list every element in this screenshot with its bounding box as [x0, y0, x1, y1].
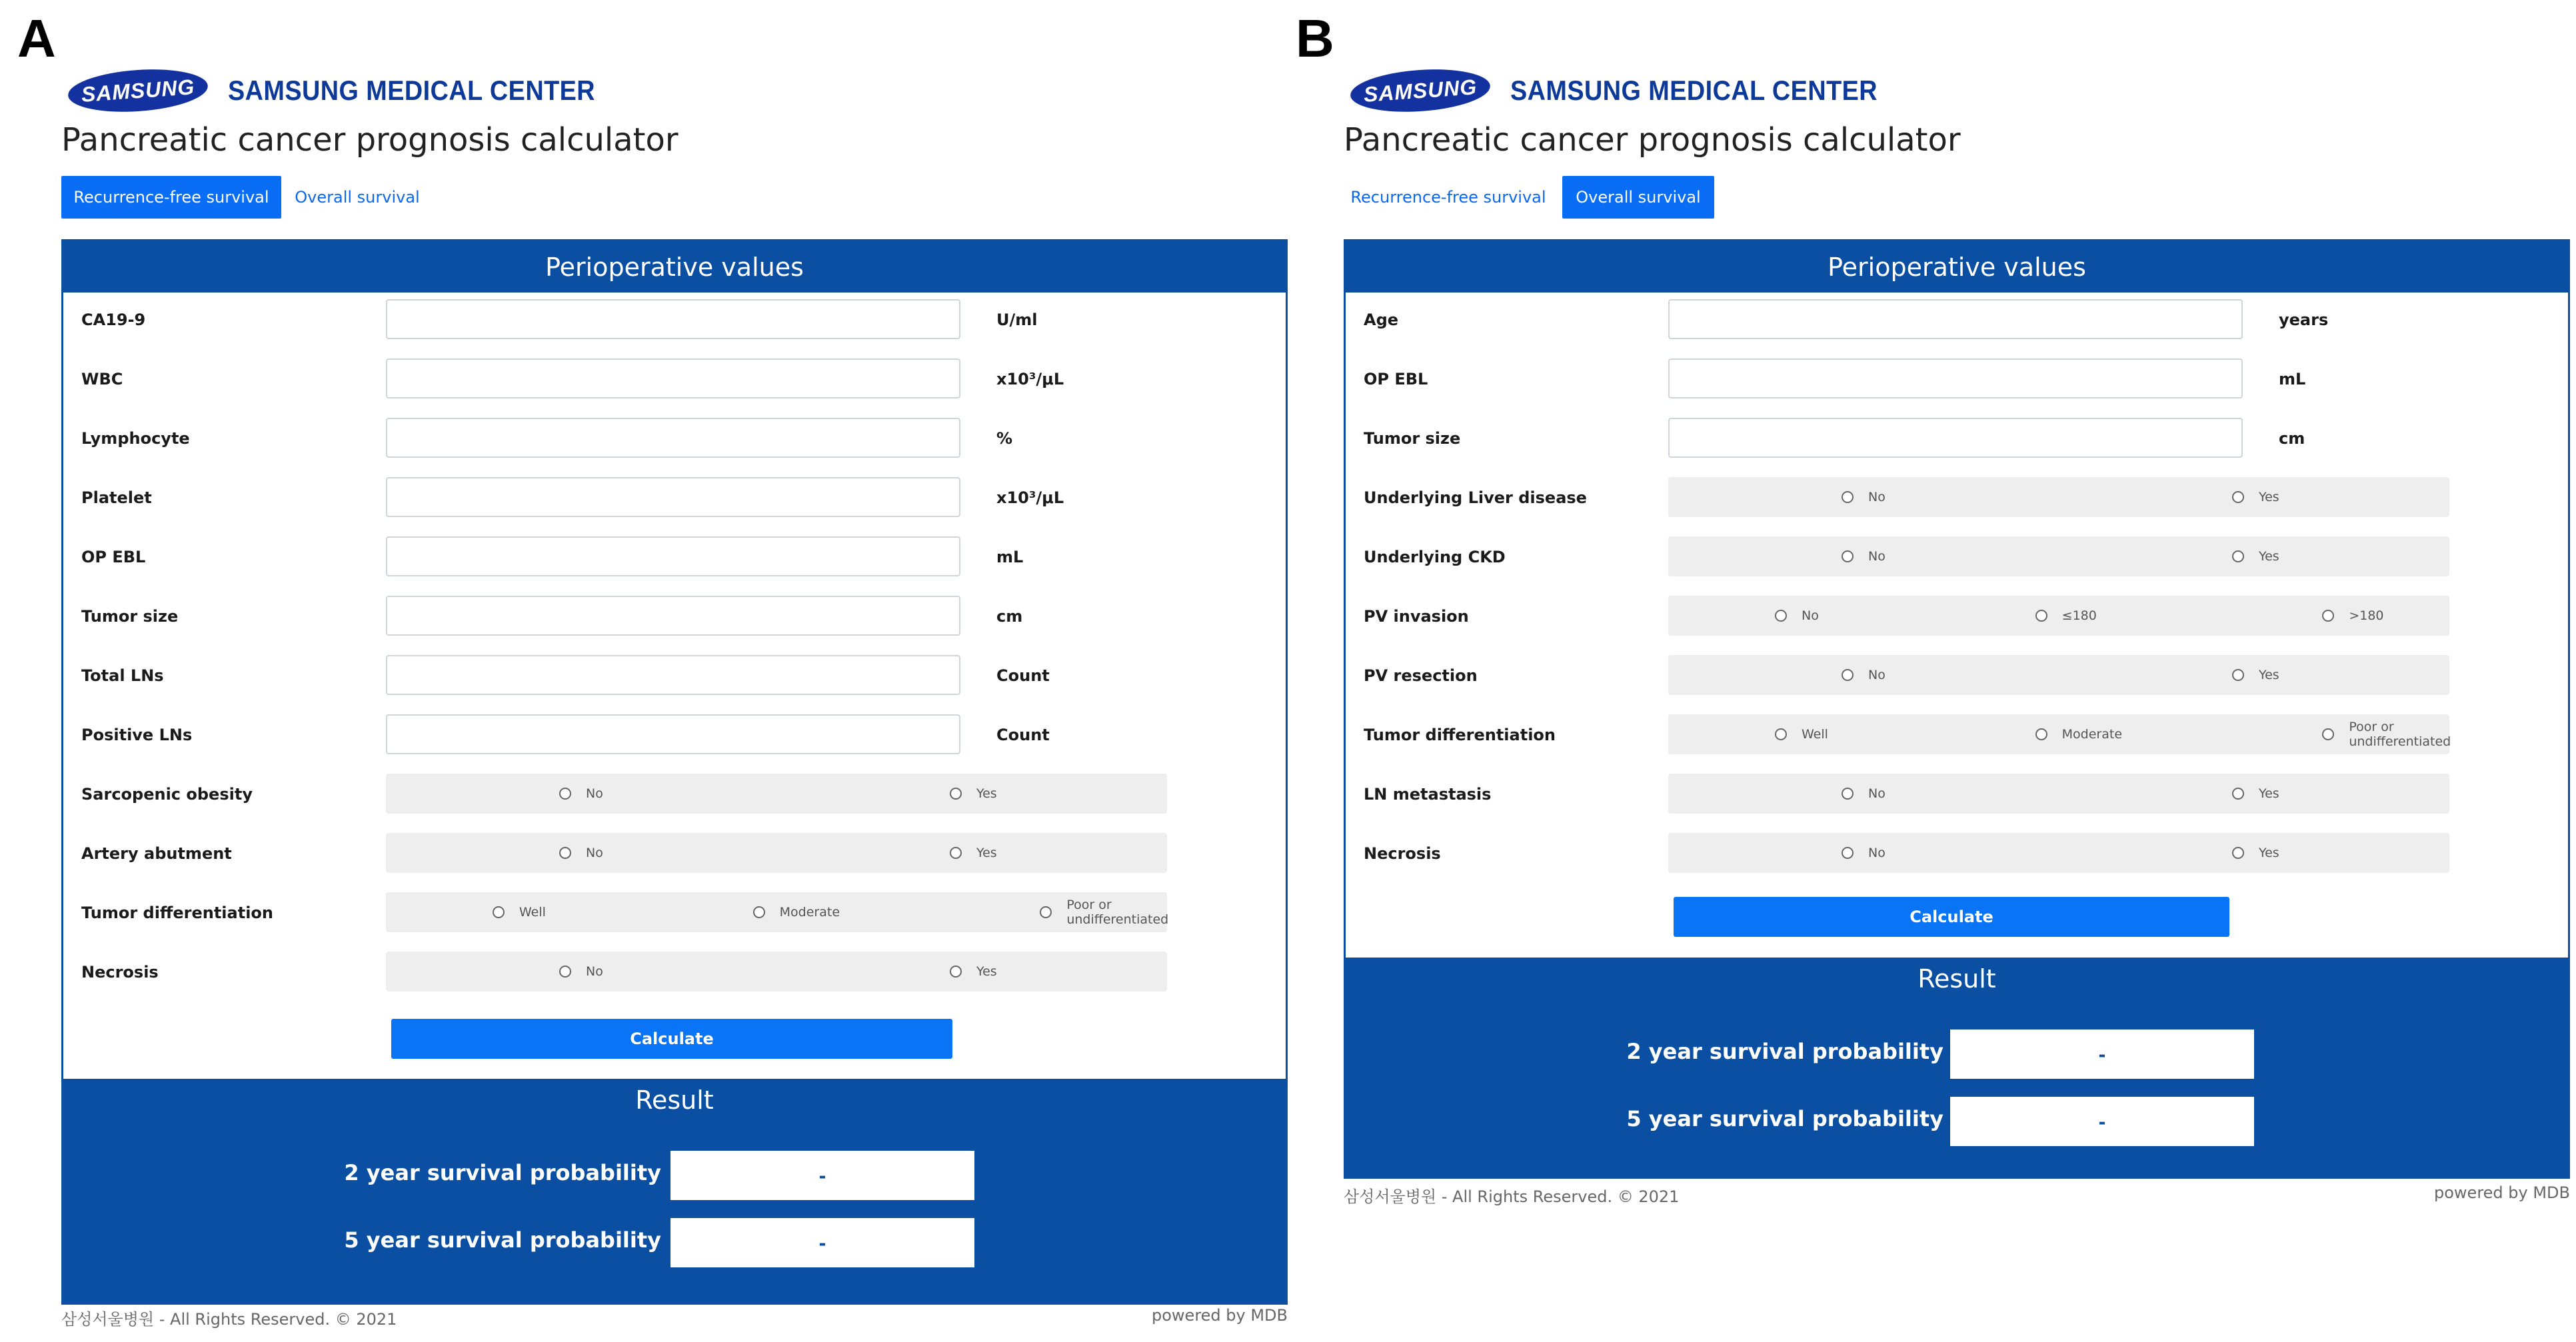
radio-option-label: Poor or undifferentiated	[1066, 898, 1169, 927]
header	[1344, 0, 2570, 220]
radio-option-yes[interactable]	[950, 952, 997, 992]
field-unit: Count	[996, 726, 1050, 744]
radio-circle-icon[interactable]	[559, 847, 571, 859]
radio-circle-icon[interactable]	[1842, 491, 1854, 503]
radio-circle-icon[interactable]	[2232, 491, 2244, 503]
radio-circle-icon[interactable]	[753, 906, 765, 918]
radio-option-label: Yes	[976, 786, 997, 801]
field-row-tumor-differentiation	[1346, 713, 2568, 757]
radio-option-label: No	[586, 846, 603, 860]
field-unit: U/ml	[996, 311, 1038, 329]
radio-circle-icon[interactable]	[559, 966, 571, 978]
radio-circle-icon[interactable]	[2322, 728, 2334, 740]
footer-copyright: 삼성서울병원 - All Rights Reserved. © 2021	[61, 1310, 397, 1329]
tab-overall-survival[interactable]: Overall survival	[295, 188, 420, 207]
radio-circle-icon[interactable]	[2232, 550, 2244, 562]
radio-option-no[interactable]	[559, 952, 603, 992]
radio-option-poor-or-undifferentiated[interactable]	[2322, 714, 2451, 754]
radio-option-no[interactable]	[1842, 477, 1886, 517]
radio-option-label: Moderate	[2061, 727, 2123, 742]
radio-option-label: Yes	[2259, 846, 2279, 860]
page-title: Pancreatic cancer prognosis calculator	[61, 121, 678, 159]
radio-circle-icon[interactable]	[1842, 788, 1854, 800]
tab-recurrence-free-survival[interactable]: Recurrence-free survival	[61, 176, 281, 219]
radio-option-yes[interactable]	[2232, 655, 2279, 695]
tumor-size-input[interactable]	[386, 596, 960, 636]
field-label: Total LNs	[81, 666, 164, 685]
header	[61, 0, 1288, 220]
radio-circle-icon[interactable]	[1842, 550, 1854, 562]
radio-circle-icon[interactable]	[1775, 610, 1787, 622]
radio-option-label: Yes	[2259, 668, 2279, 682]
result-5-year-label: 5 year survival probability	[1626, 1106, 1943, 1131]
card-title: Perioperative values	[1346, 241, 2568, 293]
lymphocyte-input[interactable]	[386, 418, 960, 458]
field-unit: years	[2279, 311, 2329, 329]
field-row-positive-lns	[63, 713, 1286, 757]
perioperative-card	[1344, 239, 2570, 962]
field-label: PV resection	[1364, 666, 1478, 685]
radio-circle-icon[interactable]	[559, 788, 571, 800]
field-unit: mL	[2279, 370, 2306, 388]
field-unit: x10³/μL	[996, 488, 1064, 507]
field-label: Sarcopenic obesity	[81, 785, 253, 804]
result-section	[1344, 958, 2570, 1179]
radio-option-yes[interactable]	[2232, 536, 2279, 576]
result-title: Result	[1918, 964, 1996, 994]
result-5-year-value: -	[1950, 1097, 2254, 1146]
radio-option-moderate[interactable]	[753, 892, 840, 932]
result-5-year-value: -	[670, 1218, 974, 1267]
necrosis-radio-group	[386, 952, 1167, 992]
field-row-age	[1346, 298, 2568, 342]
radio-option-label: No	[1868, 786, 1886, 801]
radio-circle-icon[interactable]	[2035, 728, 2047, 740]
org-name: SAMSUNG MEDICAL CENTER	[1510, 75, 1878, 106]
radio-option-no[interactable]	[1842, 774, 1886, 814]
radio-circle-icon[interactable]	[2232, 788, 2244, 800]
tab-overall-survival[interactable]: Overall survival	[1562, 176, 1714, 219]
field-label: Necrosis	[1364, 844, 1441, 863]
calculate-button[interactable]: Calculate	[1674, 897, 2229, 937]
result-2-year-value: -	[670, 1151, 974, 1200]
platelet-input[interactable]	[386, 477, 960, 517]
field-unit: x10³/μL	[996, 370, 1064, 388]
field-label: Necrosis	[81, 963, 159, 982]
field-row-underlying-liver-disease	[1346, 476, 2568, 520]
radio-circle-icon[interactable]	[493, 906, 505, 918]
field-row-tumor-size	[1346, 416, 2568, 460]
underlying-liver-disease-radio-group	[1668, 477, 2449, 517]
field-label: CA19-9	[81, 311, 146, 329]
field-label: LN metastasis	[1364, 785, 1492, 804]
field-label: Platelet	[81, 488, 152, 507]
page-title: Pancreatic cancer prognosis calculator	[1344, 121, 1961, 159]
footer-powered-by[interactable]: powered by MDB	[2434, 1183, 2570, 1202]
radio-option-no[interactable]	[1842, 655, 1886, 695]
field-unit: mL	[996, 548, 1024, 566]
footer-powered-by[interactable]: powered by MDB	[1152, 1306, 1288, 1325]
radio-option-180[interactable]	[2322, 596, 2383, 636]
result-2-year-label: 2 year survival probability	[344, 1160, 661, 1185]
field-unit: Count	[996, 666, 1050, 685]
field-row-platelet	[63, 476, 1286, 520]
result-5-year-label: 5 year survival probability	[344, 1227, 661, 1253]
field-row-ca19-9	[63, 298, 1286, 342]
samsung-logo	[1349, 65, 1492, 116]
radio-option-label: No	[1868, 846, 1886, 860]
radio-circle-icon[interactable]	[1040, 906, 1052, 918]
radio-option-label: Well	[1802, 727, 1828, 742]
field-label: PV invasion	[1364, 607, 1469, 626]
field-row-artery-abutment	[63, 832, 1286, 876]
logo-text: SAMSUNG	[1362, 74, 1478, 107]
radio-option-label: Yes	[976, 846, 997, 860]
radio-option-label: No	[586, 786, 603, 801]
field-label: Tumor differentiation	[81, 904, 273, 922]
field-label: Underlying Liver disease	[1364, 488, 1587, 507]
age-input[interactable]	[1668, 299, 2243, 339]
radio-circle-icon[interactable]	[1842, 847, 1854, 859]
field-label: Artery abutment	[81, 844, 232, 863]
field-row-tumor-size	[63, 594, 1286, 638]
radio-circle-icon[interactable]	[1842, 669, 1854, 681]
field-unit: cm	[2279, 429, 2305, 448]
pv-invasion-radio-group	[1668, 596, 2449, 636]
logo-text: SAMSUNG	[80, 74, 196, 107]
radio-option-yes[interactable]	[2232, 833, 2279, 873]
radio-option-well[interactable]	[1775, 714, 1828, 754]
radio-option-well[interactable]	[493, 892, 546, 932]
panel-label-a: A	[17, 9, 56, 68]
field-unit: cm	[996, 607, 1023, 626]
radio-option-label: Well	[519, 905, 546, 920]
radio-circle-icon[interactable]	[1775, 728, 1787, 740]
ln-metastasis-radio-group	[1668, 774, 2449, 814]
field-row-op-ebl	[1346, 357, 2568, 401]
radio-circle-icon[interactable]	[2232, 847, 2244, 859]
radio-option-label: No	[1868, 549, 1886, 564]
footer-copyright: 삼성서울병원 - All Rights Reserved. © 2021	[1344, 1187, 1680, 1206]
result-2-year-value: -	[1950, 1029, 2254, 1079]
tab-recurrence-free-survival[interactable]: Recurrence-free survival	[1350, 188, 1546, 207]
radio-option-label: Poor or undifferentiated	[2349, 720, 2451, 749]
field-label: Age	[1364, 311, 1399, 329]
radio-option-yes[interactable]	[950, 774, 997, 814]
field-label: Underlying CKD	[1364, 548, 1506, 566]
radio-option-no[interactable]	[1842, 833, 1886, 873]
radio-option-moderate[interactable]	[2035, 714, 2122, 754]
field-row-tumor-differentiation	[63, 891, 1286, 935]
radio-circle-icon[interactable]	[950, 966, 962, 978]
pv-resection-radio-group	[1668, 655, 2449, 695]
field-row-underlying-ckd	[1346, 535, 2568, 579]
radio-circle-icon[interactable]	[2035, 610, 2047, 622]
radio-circle-icon[interactable]	[950, 788, 962, 800]
result-section	[61, 1079, 1288, 1305]
result-title: Result	[635, 1085, 714, 1115]
radio-option-label: >180	[2349, 608, 2384, 623]
field-row-total-lns	[63, 654, 1286, 698]
field-row-necrosis	[63, 950, 1286, 994]
radio-option-yes[interactable]	[950, 833, 997, 873]
radio-option-label: Moderate	[779, 905, 840, 920]
ca19-9-input[interactable]	[386, 299, 960, 339]
org-name: SAMSUNG MEDICAL CENTER	[228, 75, 596, 106]
op-ebl-input[interactable]	[386, 536, 960, 576]
field-row-necrosis	[1346, 832, 2568, 876]
field-row-lymphocyte	[63, 416, 1286, 460]
field-label: OP EBL	[1364, 370, 1428, 388]
panel-label-b: B	[1296, 9, 1334, 68]
radio-option-yes[interactable]	[2232, 477, 2279, 517]
tumor-size-input[interactable]	[1668, 418, 2243, 458]
radio-option-no[interactable]	[559, 774, 603, 814]
radio-option-label: Yes	[2259, 549, 2279, 564]
positive-lns-input[interactable]	[386, 714, 960, 754]
sarcopenic-obesity-radio-group	[386, 774, 1167, 814]
field-row-op-ebl	[63, 535, 1286, 579]
field-row-sarcopenic-obesity	[63, 772, 1286, 816]
radio-option-poor-or-undifferentiated[interactable]	[1040, 892, 1168, 932]
total-lns-input[interactable]	[386, 655, 960, 695]
field-label: Positive LNs	[81, 726, 193, 744]
field-row-wbc	[63, 357, 1286, 401]
tumor-differentiation-radio-group	[1668, 714, 2449, 754]
radio-option-label: Yes	[2259, 786, 2279, 801]
radio-option-label: ≤180	[2061, 608, 2097, 623]
radio-option-no[interactable]	[559, 833, 603, 873]
result-2-year-label: 2 year survival probability	[1626, 1039, 1943, 1064]
field-label: OP EBL	[81, 548, 146, 566]
samsung-logo	[67, 65, 209, 116]
tumor-differentiation-radio-group	[386, 892, 1167, 932]
field-label: Tumor size	[81, 607, 179, 626]
radio-circle-icon[interactable]	[950, 847, 962, 859]
radio-option-no[interactable]	[1842, 536, 1886, 576]
card-title: Perioperative values	[63, 241, 1286, 293]
field-label: Tumor size	[1364, 429, 1461, 448]
radio-option-label: No	[1868, 490, 1886, 504]
field-row-pv-invasion	[1346, 594, 2568, 638]
radio-option-label: No	[586, 964, 603, 979]
radio-option-no[interactable]	[1775, 596, 1819, 636]
field-label: Lymphocyte	[81, 429, 190, 448]
field-label: Tumor differentiation	[1364, 726, 1556, 744]
radio-option-label: Yes	[2259, 490, 2279, 504]
radio-option-yes[interactable]	[2232, 774, 2279, 814]
field-label: WBC	[81, 370, 123, 388]
perioperative-card	[61, 239, 1288, 1083]
necrosis-radio-group	[1668, 833, 2449, 873]
underlying-ckd-radio-group	[1668, 536, 2449, 576]
wbc-input[interactable]	[386, 358, 960, 398]
field-row-pv-resection	[1346, 654, 2568, 698]
field-unit: %	[996, 429, 1013, 448]
radio-option-180[interactable]	[2035, 596, 2097, 636]
radio-option-label: Yes	[976, 964, 997, 979]
artery-abutment-radio-group	[386, 833, 1167, 873]
radio-circle-icon[interactable]	[2322, 610, 2334, 622]
radio-option-label: No	[1868, 668, 1886, 682]
radio-option-label: No	[1802, 608, 1819, 623]
radio-circle-icon[interactable]	[2232, 669, 2244, 681]
op-ebl-input[interactable]	[1668, 358, 2243, 398]
field-row-ln-metastasis	[1346, 772, 2568, 816]
calculate-button[interactable]: Calculate	[391, 1019, 952, 1059]
